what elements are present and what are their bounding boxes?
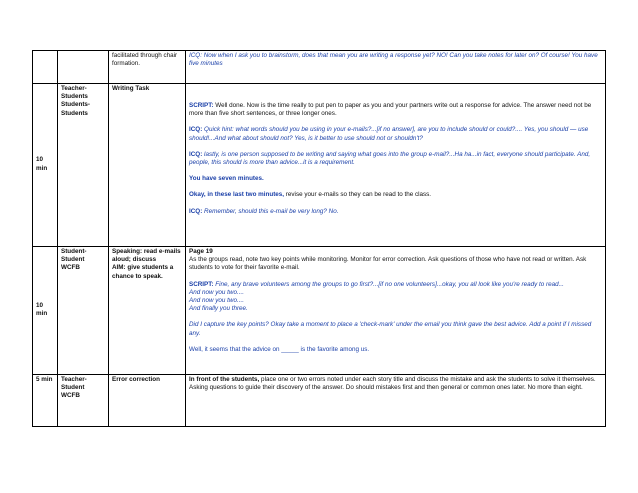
interaction-line: Students- bbox=[61, 101, 91, 109]
time-cell: 5 min bbox=[33, 375, 58, 427]
procedure-cell bbox=[186, 375, 606, 427]
interaction-cell bbox=[58, 84, 109, 247]
activity-cell bbox=[109, 247, 186, 375]
activity-cell: facilitated through chair formation. bbox=[109, 51, 186, 84]
time-cell: 10 min bbox=[33, 84, 58, 247]
interaction-line: Student-Student bbox=[61, 248, 87, 264]
activity-line: AIM: give students a chance to speak. bbox=[112, 264, 174, 280]
procedure-cell bbox=[186, 84, 606, 247]
table-row bbox=[33, 247, 606, 375]
activity-cell: Error correction bbox=[109, 375, 186, 427]
icq-paragraph: ICQ: lastly, is one person supposed to be writing and saying what goes into the group e-mail?...Ha ha...in fact, everyone should participate. And, people, this should is more than advice...it is a requirement. bbox=[189, 150, 591, 167]
icq-paragraph: Did I capture the key points? Okay take a moment to place a 'check-mark' under the email you think gave the best advice. Add a point if I missed any. bbox=[189, 321, 592, 337]
lesson-plan-table bbox=[32, 50, 606, 427]
interaction-line: Teacher- bbox=[61, 85, 87, 92]
time-cell bbox=[33, 51, 58, 84]
interaction-line: Students bbox=[61, 109, 88, 117]
icq-text: ICQ: Now when I ask you to brainstorm, does that mean you are writing a response yet? NO! Can you take notes for later on? Of course! You have five minutes bbox=[189, 52, 598, 68]
table-row bbox=[33, 84, 606, 247]
interaction-cell bbox=[58, 247, 109, 375]
activity-cell: Writing Task bbox=[109, 84, 186, 247]
procedure-cell bbox=[186, 51, 606, 84]
icq-paragraph: ICQ: Quick hint: what words should you be using in your e-mails?...[if no answer], are you to include should or could?.... Yes, you should — use should!...And what about should not? Yes, is it better to use should not or shouldn't? bbox=[189, 126, 589, 142]
time-notice: You have seven minutes. bbox=[189, 175, 264, 183]
procedure-cell bbox=[186, 247, 606, 375]
time-cell: 10 min bbox=[33, 247, 58, 375]
correction-paragraph: In front of the students, place one or two errors noted under each story title and discuss the mistake and ask the students to solve it themselves. Asking questions to guide their discovery of the answer. Do should mistakes first and then general or common ones later. No more than eight. bbox=[189, 376, 596, 392]
script-line: And finally you three. bbox=[189, 305, 248, 313]
script-paragraph: SCRIPT: Fine, any brave volunteers among the groups to go first?...[if no one volunteers]...okay, you all look like you're ready to read... bbox=[189, 280, 564, 288]
revise-paragraph: Okay, in these last two minutes, revise your e-mails so they can be read to the class. bbox=[189, 191, 432, 199]
interaction-cell bbox=[58, 375, 109, 427]
script-line: And now you two.... bbox=[189, 288, 244, 296]
script-paragraph: SCRIPT: Well done. Now is the time really to put pen to paper as you and your partners write out a response for advice. The answer need not be more than five short sentences, or three longer ones. bbox=[189, 102, 592, 118]
interaction-line: Teacher-Student bbox=[61, 376, 87, 392]
table-row bbox=[33, 51, 606, 84]
script-line: And now you two.... bbox=[189, 297, 244, 305]
favorite-line: Well, it seems that the advice on _____ is the favorite among us. bbox=[189, 345, 370, 353]
interaction-line: Students bbox=[61, 93, 88, 101]
activity-line: Speaking: read e-mails aloud; discuss bbox=[112, 248, 181, 264]
icq-paragraph: ICQ: Remember, should this e-mail be very long? No. bbox=[189, 207, 339, 215]
page-ref: Page 19 bbox=[189, 248, 213, 255]
interaction-line: WCFB bbox=[61, 264, 80, 272]
instructions: As the groups read, note two key points while monitoring. Monitor for error correction. Ask questions of those who have not read or written. Ask students to vote for their favorite e-mail. bbox=[189, 256, 587, 272]
interaction-cell bbox=[58, 51, 109, 84]
interaction-line: WCFB bbox=[61, 392, 80, 400]
table-row bbox=[33, 375, 606, 427]
